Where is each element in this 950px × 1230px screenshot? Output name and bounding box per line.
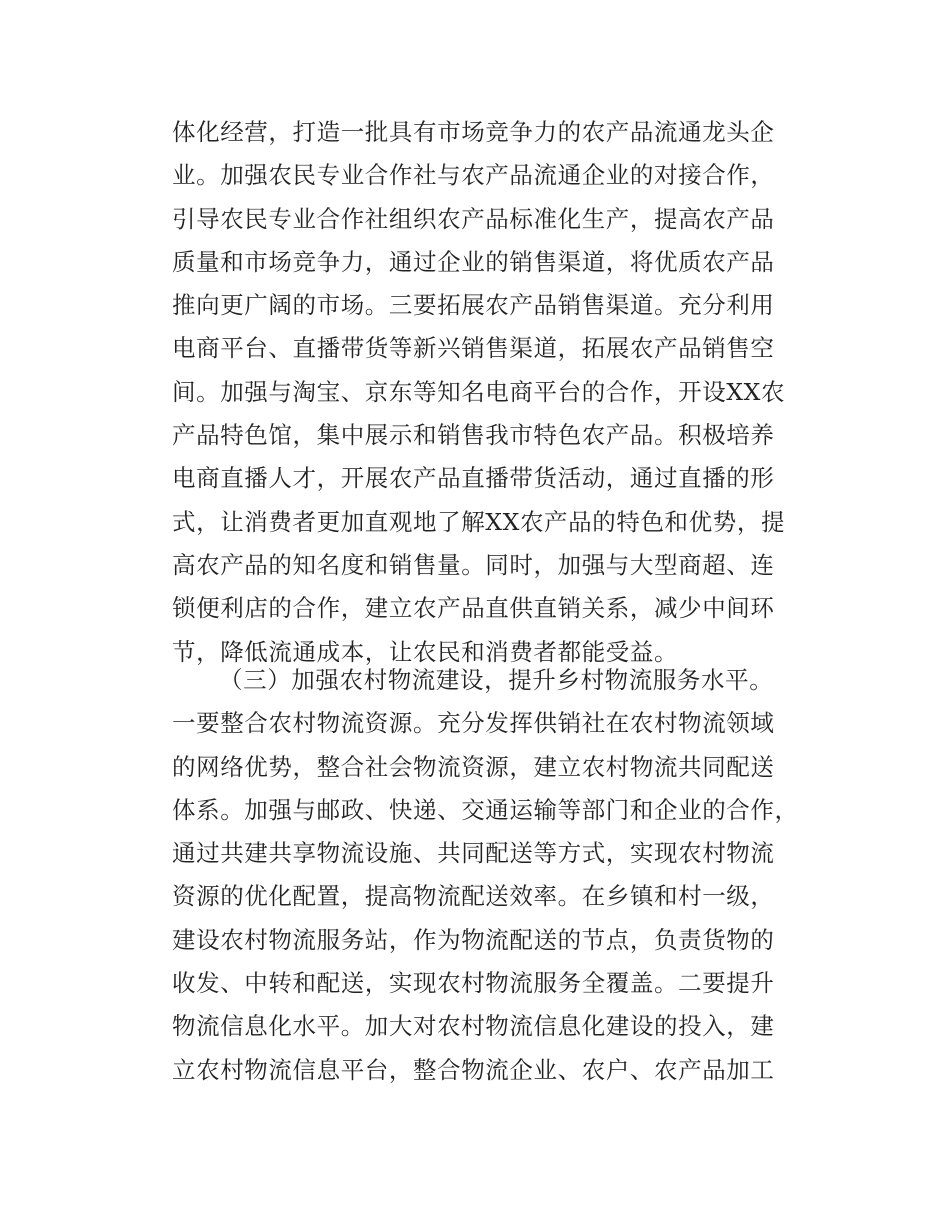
text-line: 间。加强与淘宝、京东等知名电商平台的合作，开设XX农: [172, 377, 786, 406]
text-line: 建设农村物流服务站，作为物流配送的节点，负责货物的: [172, 925, 775, 954]
text-line: 收发、中转和配送，实现农村物流服务全覆盖。二要提升: [172, 969, 775, 998]
text-line: 一要整合农村物流资源。充分发挥供销社在农村物流领域: [172, 709, 775, 738]
text-line: 体系。加强与邮政、快递、交通运输等部门和企业的合作，: [172, 795, 799, 824]
paragraph-rural-logistics: [172, 659, 804, 1092]
text-line: 资源的优化配置，提高物流配送效率。在乡镇和村一级，: [172, 882, 775, 911]
text-line: 的网络优势，整合社会物流资源，建立农村物流共同配送: [172, 752, 775, 781]
text-line: 通过共建共享物流设施、共同配送等方式，实现农村物流: [172, 839, 775, 868]
text-line: 高农产品的知名度和销售量。同时，加强与大型商超、连: [172, 550, 775, 579]
text-line: 电商平台、直播带货等新兴销售渠道，拓展农产品销售空: [172, 334, 775, 363]
text-line: 立农村物流信息平台，整合物流企业、农户、农产品加工: [172, 1055, 775, 1084]
text-line: 式，让消费者更加直观地了解XX农产品的特色和优势，提: [172, 507, 786, 536]
text-line: 推向更广阔的市场。三要拓展农产品销售渠道。充分利用: [172, 291, 775, 320]
text-line: 引导农民专业合作社组织农产品标准化生产，提高农产品: [172, 204, 775, 233]
paragraph-sales-channels: [172, 111, 804, 674]
text-line: 电商直播人才，开展农产品直播带货活动，通过直播的形: [172, 464, 775, 493]
text-line: 节，降低流通成本，让农民和消费者都能受益。: [172, 637, 679, 666]
text-line: 业。加强农民专业合作社与农产品流通企业的对接合作，: [172, 161, 775, 190]
text-line: 质量和市场竞争力，通过企业的销售渠道，将优质农产品: [172, 247, 775, 276]
text-line: 锁便利店的合作，建立农产品直供直销关系，减少中间环: [172, 594, 775, 623]
text-line: 体化经营，打造一批具有市场竞争力的农产品流通龙头企: [172, 118, 775, 146]
text-line: 物流信息化水平。加大对农村物流信息化建设的投入，建: [172, 1012, 775, 1041]
section-heading-line: （三）加强农村物流建设，提升乡村物流服务水平。: [219, 666, 774, 694]
text-line: 产品特色馆，集中展示和销售我市特色农产品。积极培养: [172, 421, 775, 450]
